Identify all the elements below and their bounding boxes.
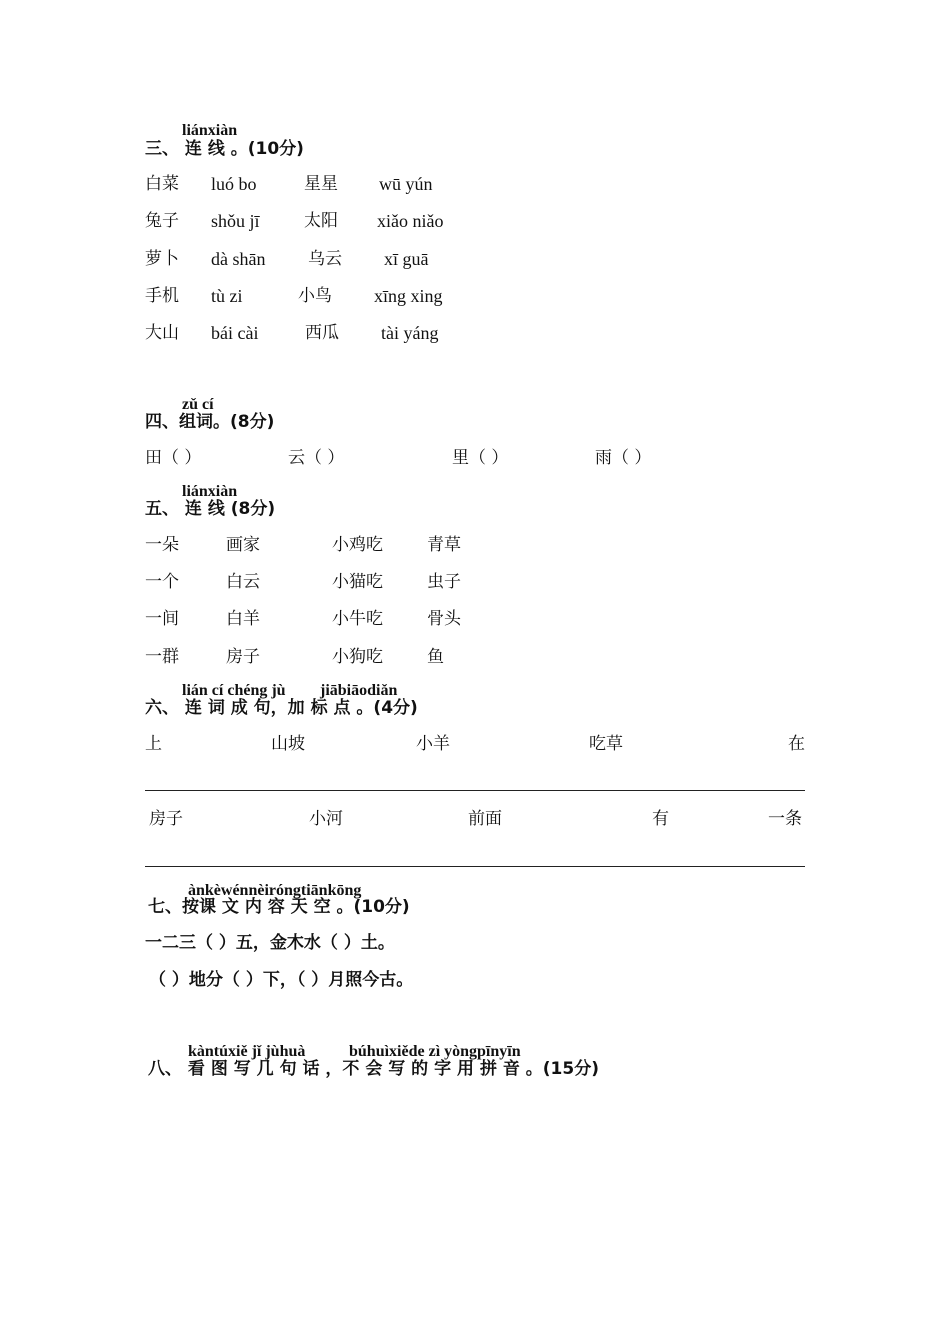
s3-pinyin[interactable]: luó bo [211,174,257,194]
s3-pinyin[interactable]: xī guā [384,249,429,269]
s4-item-yun[interactable]: 云（ ） [288,448,345,468]
s5-noun[interactable]: 房子 [226,647,260,667]
s5-animal[interactable]: 小牛吃 [332,609,383,629]
s3-word[interactable]: 西瓜 [305,323,339,343]
s6-line2-word[interactable]: 前面 [468,809,502,829]
section7-pinyin: ànkèwénnèiróngtiānkōng [188,882,362,899]
s5-food[interactable]: 虫子 [427,572,461,592]
s3-word[interactable]: 萝卜 [145,249,179,269]
s7-fill-line-2[interactable]: （ ）地分（ ）下，（ ）月照今古。 [149,970,414,990]
s3-word[interactable]: 小鸟 [298,286,332,306]
section8-title: 八、 看 图 写 几 句 话 ，不 会 写 的 字 用 拼 音 。(15分) [148,1059,599,1079]
s6-line2-word[interactable]: 房子 [149,809,183,829]
s5-animal[interactable]: 小猫吃 [332,572,383,592]
section6-pinyin-a: lián cí chéng jù [182,682,286,699]
s6-line1-word[interactable]: 山坡 [271,734,305,754]
s3-pinyin[interactable]: xiǎo niǎo [377,211,444,231]
s3-pinyin[interactable]: xīng xing [374,286,443,306]
s3-word[interactable]: 兔子 [145,211,179,231]
section6-pinyin-b: jiābiāodiǎn [320,682,398,699]
s3-word[interactable]: 乌云 [308,249,342,269]
s3-pinyin[interactable]: wū yún [379,174,433,194]
section5-pinyin: liánxiàn [182,483,238,500]
s5-food[interactable]: 鱼 [427,647,444,667]
section8-pinyin-b: búhuìxiěde zì yòngpīnyīn [349,1043,521,1060]
s5-animal[interactable]: 小狗吃 [332,647,383,667]
s6-line2-word[interactable]: 一条 [768,809,802,829]
s6-line2-word[interactable]: 小河 [309,809,343,829]
s3-pinyin[interactable]: bái cài [211,323,259,343]
s5-measure[interactable]: 一个 [145,572,179,592]
s4-item-yu[interactable]: 雨（ ） [595,448,652,468]
s4-item-li[interactable]: 里（ ） [452,448,509,468]
s6-line2-word[interactable]: 有 [652,809,669,829]
s5-food[interactable]: 青草 [427,535,461,555]
s3-word[interactable]: 白菜 [145,174,179,194]
s6-line1-word[interactable]: 小羊 [416,734,450,754]
s6-line1-word[interactable]: 吃草 [589,734,623,754]
s3-word[interactable]: 大山 [145,323,179,343]
s5-measure[interactable]: 一间 [145,609,179,629]
s3-pinyin[interactable]: dà shān [211,249,266,269]
answer-line-2[interactable] [145,866,805,867]
section4-pinyin: zǔ cí [182,396,214,413]
section3-pinyin: liánxiàn [182,122,238,139]
section6-title: 六、 连 词 成 句，加 标 点 。(4分) [145,698,418,718]
s3-word[interactable]: 太阳 [304,211,338,231]
s3-pinyin[interactable]: shǒu jī [211,211,260,231]
s3-pinyin[interactable]: tài yáng [381,323,439,343]
s5-measure[interactable]: 一朵 [145,535,179,555]
section3-title: 三、 连 线 。(10分) [145,139,304,159]
section5-title: 五、 连 线 (8分) [145,499,276,519]
section4-title: 四、组词。(8分) [145,412,275,432]
answer-line-1[interactable] [145,790,805,791]
s5-noun[interactable]: 白云 [226,572,260,592]
section7-title: 七、按课 文 内 容 天 空 。(10分) [148,897,410,917]
s5-measure[interactable]: 一群 [145,647,179,667]
s3-pinyin[interactable]: tù zi [211,286,243,306]
s5-animal[interactable]: 小鸡吃 [332,535,383,555]
s3-word[interactable]: 星星 [304,174,338,194]
s4-item-tian[interactable]: 田（ ） [145,448,202,468]
s5-noun[interactable]: 画家 [226,535,260,555]
s5-food[interactable]: 骨头 [427,609,461,629]
section8-pinyin-a: kàntúxiě jǐ jùhuà [188,1043,306,1060]
s6-line1-word[interactable]: 在 [788,734,805,754]
s5-noun[interactable]: 白羊 [226,609,260,629]
s6-line1-word[interactable]: 上 [145,734,162,754]
s7-fill-line-1[interactable]: 一二三（ ）五，金木水（ ）土。 [145,933,395,953]
s3-word[interactable]: 手机 [145,286,179,306]
